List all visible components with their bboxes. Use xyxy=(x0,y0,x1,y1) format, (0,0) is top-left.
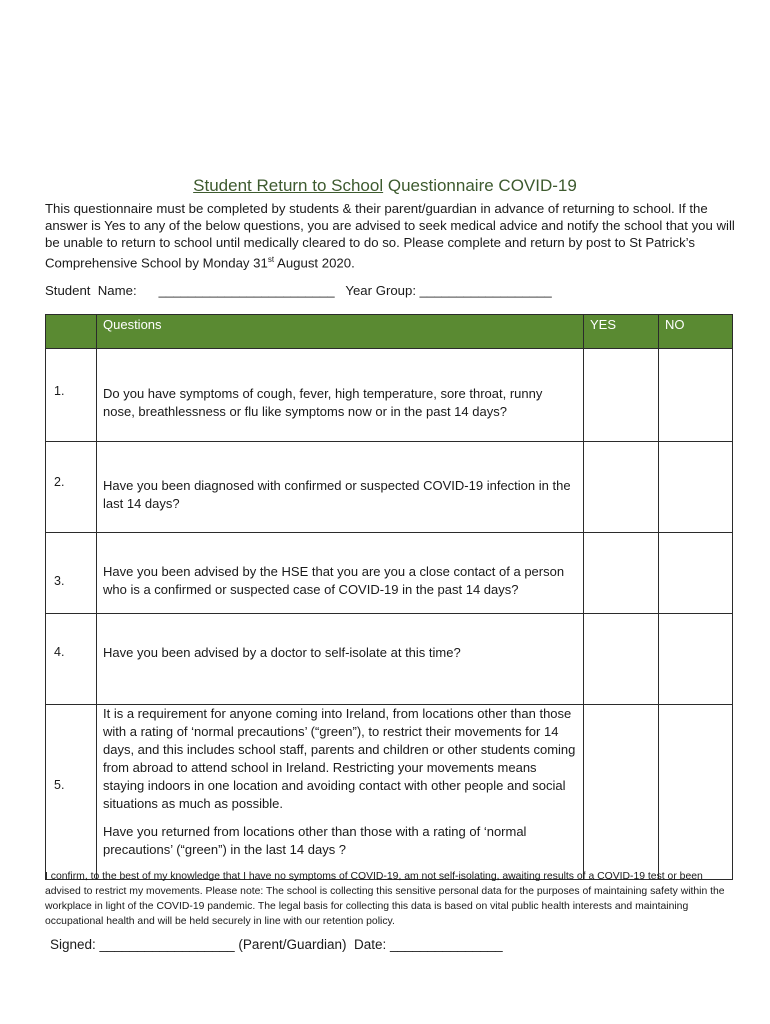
question-text: Have you been advised by the HSE that you are you a close contact of a person who is a confirmed or suspected case of COVID-19 in the past 14 days? xyxy=(97,533,584,614)
question-text: Have you been diagnosed with confirmed or suspected COVID-19 infection in the last 14 days? xyxy=(97,442,584,533)
table-row xyxy=(46,705,733,880)
table-row xyxy=(46,533,733,614)
header-questions: Questions xyxy=(97,315,584,349)
no-cell[interactable] xyxy=(659,705,733,880)
header-yes: YES xyxy=(584,315,659,349)
table-row xyxy=(46,349,733,442)
question-text: Do you have symptoms of cough, fever, high temperature, sore throat, runny nose, breathlessness or flu like symptoms now or in the past 14 days? xyxy=(97,349,584,442)
signature-line[interactable]: Signed: __________________ (Parent/Guardian) Date: _______________ xyxy=(50,937,503,952)
confirmation-statement: I confirm, to the best of my knowledge that I have no symptoms of COVID-19, am not self-isolating, awaiting results of a COVID-19 test or been advised to restrict my movements. Please note: The school is collecting this sensitive personal data for the purposes of maintaining safety within the workplace in light of the COVID-19 pandemic. The legal basis for collecting this data is based on vital public health interests and maintaining occupational health and will be held securely in line with our retention policy. xyxy=(45,871,725,927)
question-followup: Have you returned from locations other than those with a rating of ‘normal precautions’ (“green”) in the last 14 days ? xyxy=(103,824,527,857)
questions-table xyxy=(45,314,733,880)
question-text: Have you been advised by a doctor to self-isolate at this time? xyxy=(97,614,584,705)
no-cell[interactable] xyxy=(659,533,733,614)
row-number: 4. xyxy=(46,614,97,705)
yes-cell[interactable] xyxy=(584,442,659,533)
yes-cell[interactable] xyxy=(584,614,659,705)
header-number xyxy=(46,315,97,349)
intro-sup: st xyxy=(267,255,275,264)
table-row xyxy=(46,442,733,533)
yes-cell[interactable] xyxy=(584,349,659,442)
student-fields[interactable]: Student Name: ________________________ Year Group: __________________ xyxy=(45,283,552,298)
intro-paragraph xyxy=(45,200,735,271)
table-header-row xyxy=(46,315,733,349)
yes-cell[interactable] xyxy=(584,533,659,614)
title-part1: Student Return to School xyxy=(193,176,384,195)
table-row xyxy=(46,614,733,705)
intro-text: This questionnaire must be completed by students & their parent/guardian in advance of returning to school. If the answer is Yes to any of the below questions, you are advised to seek medical advice and notify the school that you will be unable to return to school until medically cleared to do so. Please complete and return by post to St Patrick’s Comprehensive School by Monday 31 xyxy=(45,201,735,271)
title-part2: Questionnaire COVID-19 xyxy=(383,176,577,195)
question-text: It is a requirement for anyone coming into Ireland, from locations other than those with a rating of ‘normal precautions’ (“green”), to restrict their movements for 14 days, and this includes school staff, parents and children or other students coming from abroad to attend school in Ireland. Restricting your movements means staying indoors in one location and avoiding contact with other people and social situations as much as possible. Have you returned from locations other than those with a rating of ‘normal precautions’ (“green”) in the last 14 days ? xyxy=(97,705,584,880)
no-cell[interactable] xyxy=(659,442,733,533)
row-number: 2. xyxy=(46,442,97,533)
no-cell[interactable] xyxy=(659,614,733,705)
row-number: 1. xyxy=(46,349,97,442)
intro-tail: August 2020. xyxy=(274,255,355,271)
no-cell[interactable] xyxy=(659,349,733,442)
row-number: 5. xyxy=(46,705,97,880)
row-number: 3. xyxy=(46,533,97,614)
page-title xyxy=(0,176,770,196)
yes-cell[interactable] xyxy=(584,705,659,880)
header-no: NO xyxy=(659,315,733,349)
